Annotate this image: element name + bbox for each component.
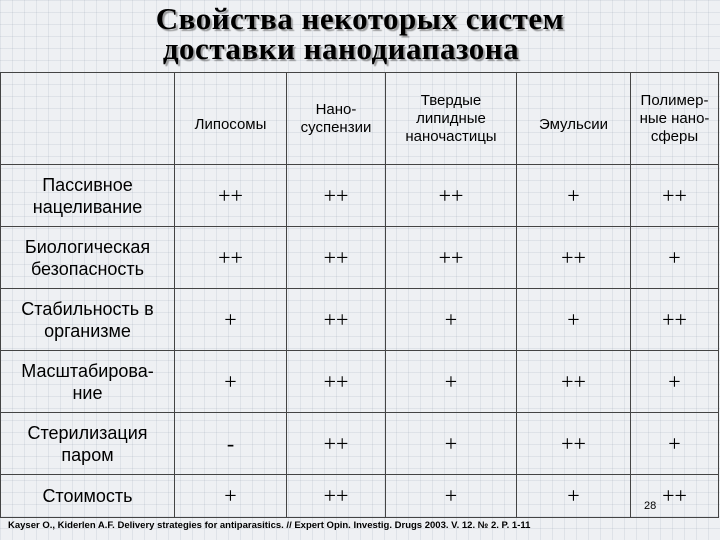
table-row (1, 475, 719, 518)
table-cell: ++ (631, 475, 719, 518)
table-cell: ++ (287, 227, 386, 289)
table-cell: ++ (287, 413, 386, 475)
header-cell (386, 73, 517, 165)
table-cell: + (517, 165, 631, 227)
table-row (1, 165, 719, 227)
header-polymer-nanospheres: Полимер- ные нано- сферы (639, 91, 710, 145)
table-cell: + (175, 289, 287, 351)
citation: Kayser O., Kiderlen A.F. Delivery strategies for antiparasitics. // Expert Opin. Investig. Drugs 2003. V. 12. № 2. P. 1-11 (8, 520, 531, 531)
page-number: 28 (644, 500, 657, 512)
table-row (1, 351, 719, 413)
header-cell (287, 73, 386, 165)
header-cell (1, 73, 175, 165)
header-cell (175, 73, 287, 165)
comparison-table (0, 72, 719, 518)
row-label: Биологическая безопасность (1, 227, 175, 289)
table-cell: ++ (175, 165, 287, 227)
table-cell: + (517, 289, 631, 351)
slide-title (0, 1, 720, 66)
table-cell: ++ (517, 227, 631, 289)
table-cell: ++ (287, 351, 386, 413)
row-label: Пассивное нацеливание (1, 165, 175, 227)
table-cell: ++ (386, 227, 517, 289)
table-cell: - (175, 413, 287, 475)
table-cell: ++ (175, 227, 287, 289)
header-liposomes: Липосомы (194, 115, 267, 133)
table-row (1, 289, 719, 351)
table-cell: + (386, 289, 517, 351)
table-cell: ++ (631, 289, 719, 351)
table-row (1, 227, 719, 289)
table-cell: + (175, 475, 287, 518)
table-cell: + (631, 227, 719, 289)
row-label: Масштабирова- ние (1, 351, 175, 413)
slide-title-line-1: Свойства некоторых систем (155, 1, 565, 36)
row-label: Стабильность в организме (1, 289, 175, 351)
table-cell: ++ (517, 351, 631, 413)
table-cell: + (175, 351, 287, 413)
slide-title-line-2: доставки нанодиапазона (162, 31, 520, 66)
header-cell (631, 73, 719, 165)
table-cell: ++ (386, 165, 517, 227)
table-cell: ++ (287, 165, 386, 227)
table-cell: + (631, 413, 719, 475)
table-cell: ++ (517, 413, 631, 475)
header-cell (517, 73, 631, 165)
table-cell: + (631, 351, 719, 413)
table-cell: ++ (287, 289, 386, 351)
table-cell: + (386, 413, 517, 475)
table-cell: + (386, 475, 517, 518)
row-label: Стоимость (1, 475, 175, 518)
table-cell: + (517, 475, 631, 518)
header-nanosuspensions: Нано- суспензии (300, 100, 372, 136)
row-label: Стерилизация паром (1, 413, 175, 475)
header-emulsions: Эмульсии (538, 115, 609, 133)
header-row (1, 73, 719, 165)
header-solid-lipid-nanoparticles: Твердые липидные наночастицы (405, 91, 497, 145)
table-cell: + (386, 351, 517, 413)
table-row (1, 413, 719, 475)
table-cell: ++ (287, 475, 386, 518)
table-cell: ++ (631, 165, 719, 227)
